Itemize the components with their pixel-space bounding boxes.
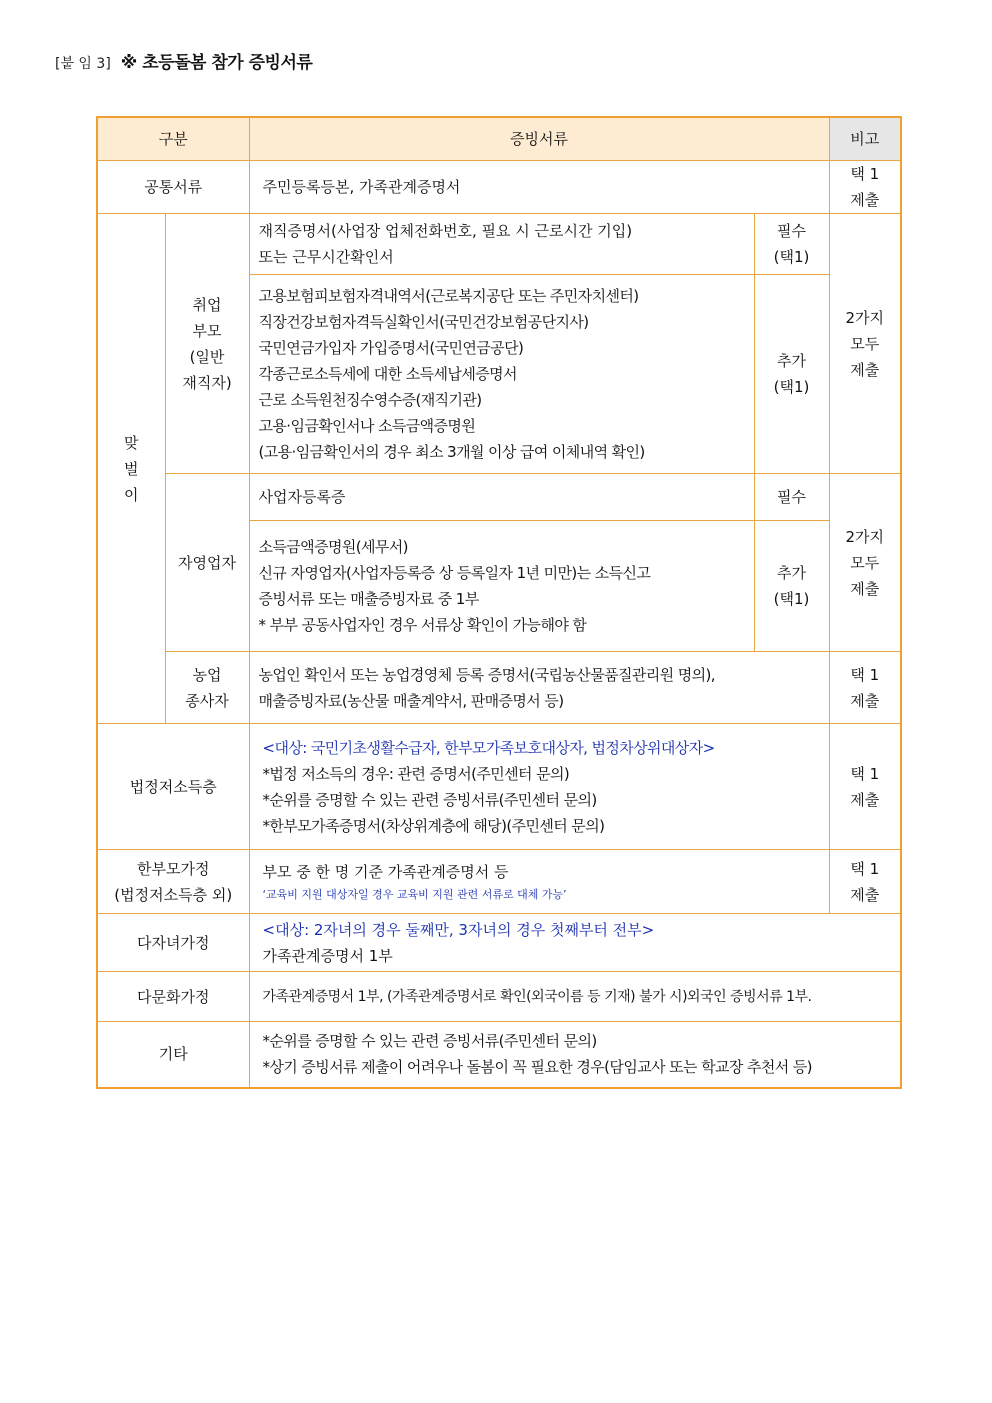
header-category: 구분 bbox=[97, 117, 249, 161]
employed-additional-tag: 추가 (택1) bbox=[754, 275, 829, 474]
table-row-other bbox=[97, 1022, 901, 1088]
single-parent-docs: 부모 중 한 명 기준 가족관계증명서 등 ‘교육비 지원 대상자일 경우 교육비 지원 관련 서류로 대체 가능’ bbox=[249, 850, 829, 914]
dual-income-label: 맞 벌 이 bbox=[97, 214, 165, 724]
employed-required-docs: 재직증명서(사업장 업체전화번호, 필요 시 근로시간 기입) 또는 근무시간확인서 bbox=[249, 214, 754, 275]
self-employed-note: 2가지 모두 제출 bbox=[829, 474, 901, 652]
multi-child-docs: <대상: 2자녀의 경우 둘째만, 3자녀의 경우 첫째부터 전부> 가족관계증명서 1부 bbox=[249, 914, 901, 972]
header-note: 비고 bbox=[829, 117, 901, 161]
document-title: ※ 초등돌봄 참가 증빙서류 bbox=[120, 53, 313, 73]
table-row-single-parent bbox=[97, 850, 901, 914]
table-row-multi-child bbox=[97, 914, 901, 972]
farming-label: 농업 종사자 bbox=[165, 652, 249, 724]
employed-label: 취업 부모 (일반 재직자) bbox=[165, 214, 249, 474]
multi-child-label: 다자녀가정 bbox=[97, 914, 249, 972]
multicultural-docs: 가족관계증명서 1부, (가족관계증명서로 확인(외국이름 등 기재) 불가 시)외국인 증빙서류 1부. bbox=[249, 972, 901, 1022]
low-income-target: <대상: 국민기초생활수급자, 한부모가족보호대상자, 법정차상위대상자> bbox=[262, 738, 715, 757]
common-note: 택 1 제출 bbox=[829, 161, 901, 214]
self-employed-additional-docs: 소득금액증명원(세무서) 신규 자영업자(사업자등록증 상 등록일자 1년 미만)는 소득신고 증빙서류 또는 매출증빙자료 중 1부 * 부부 공동사업자인 경우 서류상 확인이 가능해야 함 bbox=[249, 521, 754, 652]
table-row-employed-required bbox=[97, 214, 901, 275]
common-docs: 주민등록등본, 가족관계증명서 bbox=[249, 161, 829, 214]
farming-docs: 농업인 확인서 또는 농업경영체 등록 증명서(국립농산물품질관리원 명의), 매출증빙자료(농산물 매출계약서, 판매증명서 등) bbox=[249, 652, 829, 724]
low-income-label: 법정저소득층 bbox=[97, 724, 249, 850]
table-row-common bbox=[97, 161, 901, 214]
multi-child-target: <대상: 2자녀의 경우 둘째만, 3자녀의 경우 첫째부터 전부> bbox=[262, 920, 655, 939]
table-row-low-income bbox=[97, 724, 901, 850]
header-documents: 증빙서류 bbox=[249, 117, 829, 161]
single-parent-sub-note: ‘교육비 지원 대상자일 경우 교육비 지원 관련 서류로 대체 가능’ bbox=[262, 887, 567, 901]
single-parent-note: 택 1 제출 bbox=[829, 850, 901, 914]
low-income-note: 택 1 제출 bbox=[829, 724, 901, 850]
self-employed-additional-tag: 추가 (택1) bbox=[754, 521, 829, 652]
other-docs: *순위를 증명할 수 있는 관련 증빙서류(주민센터 문의) *상기 증빙서류 제출이 어려우나 돌봄이 꼭 필요한 경우(담임교사 또는 학교장 추천서 등) bbox=[249, 1022, 901, 1088]
employed-additional-docs: 고용보험피보험자격내역서(근로복지공단 또는 주민자치센터) 직장건강보험자격득실확인서(국민건강보험공단지사) 국민연금가입자 가입증명서(국민연금공단) 각종근로소득세에 대한 소득세납세증명서 근로 소득원천징수영수증(재직기관) 고용·임금확인서나 소득금액증명원 (고용·임금확인서의 경우 최소 3개월 이상 급여 이체내역 확인) bbox=[249, 275, 754, 474]
table-row-farming bbox=[97, 652, 901, 724]
single-parent-label: 한부모가정 (법정저소득층 외) bbox=[97, 850, 249, 914]
common-label: 공통서류 bbox=[97, 161, 249, 214]
employed-required-tag: 필수 (택1) bbox=[754, 214, 829, 275]
table-header-row bbox=[97, 117, 901, 161]
table-row-multicultural bbox=[97, 972, 901, 1022]
self-employed-required-docs: 사업자등록증 bbox=[249, 474, 754, 521]
multicultural-label: 다문화가정 bbox=[97, 972, 249, 1022]
other-label: 기타 bbox=[97, 1022, 249, 1088]
page-heading bbox=[55, 48, 312, 73]
attachment-label: [붙 임 3] bbox=[55, 56, 111, 72]
table-row-self-employed-required bbox=[97, 474, 901, 521]
farming-note: 택 1 제출 bbox=[829, 652, 901, 724]
low-income-docs: <대상: 국민기초생활수급자, 한부모가족보호대상자, 법정차상위대상자> *법정 저소득의 경우: 관련 증명서(주민센터 문의) *순위를 증명할 수 있는 관련 증빙서류(주민센터 문의) *한부모가족증명서(차상위계층에 해당)(주민센터 문의) bbox=[249, 724, 829, 850]
evidence-documents-table bbox=[96, 116, 902, 1089]
self-employed-required-tag: 필수 bbox=[754, 474, 829, 521]
self-employed-label: 자영업자 bbox=[165, 474, 249, 652]
employed-note: 2가지 모두 제출 bbox=[829, 214, 901, 474]
